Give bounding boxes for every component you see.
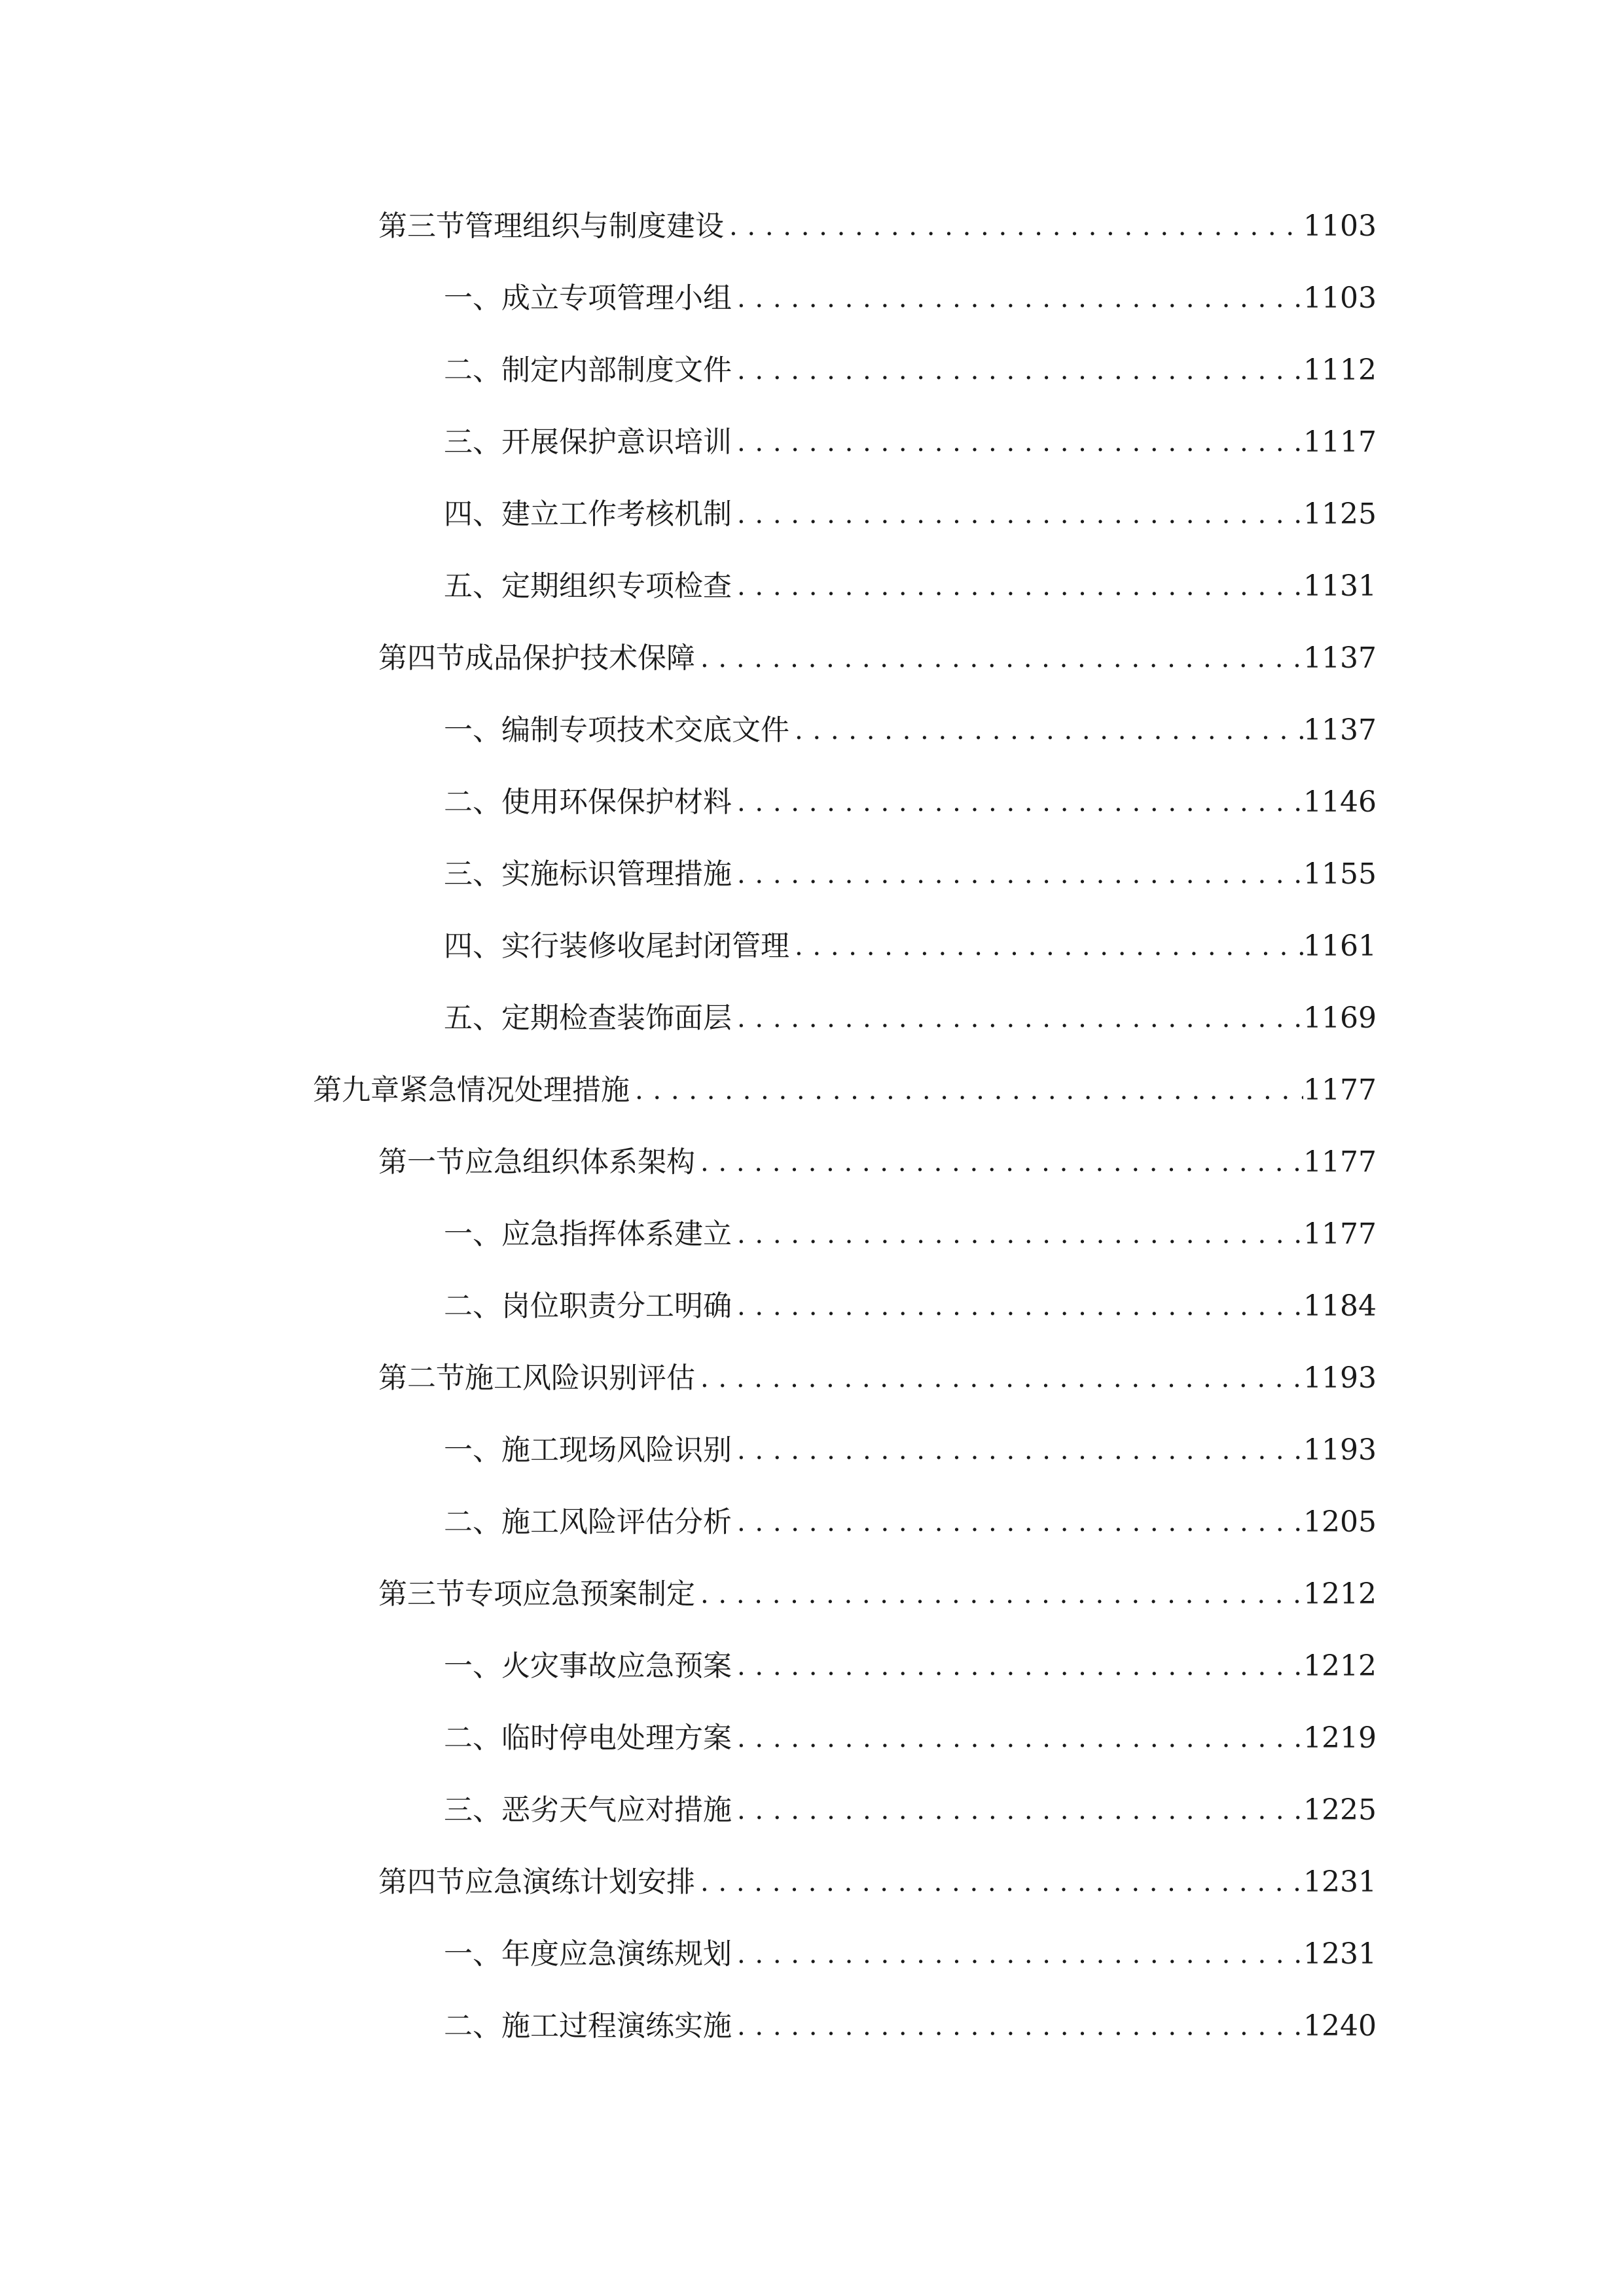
toc-entry-page-number: 1161 — [1303, 929, 1377, 963]
toc-entry-page-number: 1212 — [1303, 1577, 1377, 1611]
toc-entry-number: 一、 — [444, 1937, 501, 1971]
toc-entry-number: 第四节 — [378, 641, 465, 675]
toc-entry-number: 二、 — [444, 2009, 501, 2043]
toc-entry-page-number: 1112 — [1303, 353, 1377, 387]
toc-entry-number: 第三节 — [378, 209, 465, 243]
toc-entry-page-number: 1231 — [1303, 1865, 1377, 1899]
toc-entry-number: 四、 — [444, 497, 501, 531]
toc-entry-page-number: 1117 — [1303, 425, 1377, 459]
toc-entry-page-number: 1177 — [1303, 1073, 1377, 1107]
toc-entry-item[interactable] — [444, 1215, 1377, 1254]
dot-leader — [737, 1791, 1303, 1830]
toc-entry-page-number: 1240 — [1303, 2009, 1377, 2043]
toc-entry-number: 二、 — [444, 785, 501, 819]
dot-leader — [700, 1863, 1303, 1902]
toc-entry-item[interactable] — [444, 1431, 1377, 1470]
toc-entry-title: 施工过程演练实施 — [501, 2009, 732, 2043]
toc-entry-title: 成立专项管理小组 — [501, 281, 732, 315]
toc-entry-title: 管理组织与制度建设 — [465, 209, 724, 243]
toc-entry-title: 定期组织专项检查 — [501, 569, 732, 603]
toc-entry-section[interactable] — [378, 1359, 1377, 1398]
toc-entry-section[interactable] — [378, 1863, 1377, 1902]
toc-entry-number: 三、 — [444, 425, 501, 459]
toc-entry-item[interactable] — [444, 2007, 1377, 2046]
toc-entry-title: 专项应急预案制定 — [465, 1577, 695, 1611]
toc-entry-title: 建立工作考核机制 — [501, 497, 732, 531]
toc-entry-title: 制定内部制度文件 — [501, 353, 732, 387]
toc-entry-number: 一、 — [444, 1217, 501, 1251]
toc-entry-title: 年度应急演练规划 — [501, 1937, 732, 1971]
dot-leader — [737, 855, 1303, 894]
toc-entry-chapter[interactable] — [313, 1071, 1377, 1110]
dot-leader — [737, 1287, 1303, 1326]
toc-entry-title: 实施标识管理措施 — [501, 857, 732, 891]
dot-leader — [729, 207, 1303, 246]
toc-entry-page-number: 1146 — [1303, 785, 1377, 819]
toc-entry-number: 二、 — [444, 1505, 501, 1539]
toc-entry-page-number: 1193 — [1303, 1361, 1377, 1395]
toc-entry-item[interactable] — [444, 495, 1377, 534]
dot-leader — [635, 1071, 1303, 1110]
toc-entry-number: 第九章 — [313, 1073, 399, 1107]
dot-leader — [737, 1647, 1303, 1686]
toc-entry-page-number: 1212 — [1303, 1649, 1377, 1683]
toc-entry-number: 二、 — [444, 1721, 501, 1755]
toc-entry-item[interactable] — [444, 279, 1377, 318]
toc-entry-number: 第二节 — [378, 1361, 465, 1395]
toc-entry-item[interactable] — [444, 855, 1377, 894]
toc-entry-page-number: 1169 — [1303, 1001, 1377, 1035]
toc-entry-title: 应急组织体系架构 — [465, 1145, 695, 1179]
dot-leader — [737, 783, 1303, 822]
toc-entry-number: 四、 — [444, 929, 501, 963]
dot-leader — [700, 639, 1303, 678]
toc-entry-number: 五、 — [444, 569, 501, 603]
toc-entry-item[interactable] — [444, 351, 1377, 390]
dot-leader — [737, 423, 1303, 462]
dot-leader — [700, 1143, 1303, 1182]
dot-leader — [737, 2007, 1303, 2046]
toc-entry-number: 第一节 — [378, 1145, 465, 1179]
toc-entry-page-number: 1125 — [1303, 497, 1377, 531]
dot-leader — [737, 1503, 1303, 1542]
toc-entry-title: 临时停电处理方案 — [501, 1721, 732, 1755]
toc-entry-title: 岗位职责分工明确 — [501, 1289, 732, 1323]
toc-entry-title: 火灾事故应急预案 — [501, 1649, 732, 1683]
toc-entry-page-number: 1225 — [1303, 1793, 1377, 1827]
toc-entry-page-number: 1205 — [1303, 1505, 1377, 1539]
toc-entry-page-number: 1103 — [1303, 281, 1377, 315]
toc-entry-number: 一、 — [444, 713, 501, 747]
toc-entry-item[interactable] — [444, 1791, 1377, 1830]
toc-entry-number: 第四节 — [378, 1865, 465, 1899]
toc-entry-number: 一、 — [444, 1649, 501, 1683]
toc-entry-title: 恶劣天气应对措施 — [501, 1793, 732, 1827]
toc-entry-page-number: 1155 — [1303, 857, 1377, 891]
dot-leader — [737, 495, 1303, 534]
toc-entry-page-number: 1177 — [1303, 1145, 1377, 1179]
toc-entry-page-number: 1131 — [1303, 569, 1377, 603]
toc-entry-number: 二、 — [444, 1289, 501, 1323]
toc-entry-number: 三、 — [444, 1793, 501, 1827]
toc-entry-number: 五、 — [444, 1001, 501, 1035]
dot-leader — [737, 999, 1303, 1038]
toc-entry-page-number: 1103 — [1303, 209, 1377, 243]
dot-leader — [795, 711, 1303, 750]
dot-leader — [737, 1215, 1303, 1254]
toc-entry-item[interactable] — [444, 567, 1377, 606]
toc-entry-number: 二、 — [444, 353, 501, 387]
toc-entry-item[interactable] — [444, 423, 1377, 462]
toc-entry-title: 紧急情况处理措施 — [399, 1073, 630, 1107]
toc-entry-item[interactable] — [444, 1719, 1377, 1758]
toc-entry-item[interactable] — [444, 1503, 1377, 1542]
toc-entry-section[interactable] — [378, 1143, 1377, 1182]
toc-entry-title: 应急演练计划安排 — [465, 1865, 695, 1899]
toc-entry-page-number: 1177 — [1303, 1217, 1377, 1251]
toc-entry-item[interactable] — [444, 1935, 1377, 1974]
dot-leader — [737, 1431, 1303, 1470]
toc-entry-number: 一、 — [444, 1433, 501, 1467]
toc-entry-page-number: 1231 — [1303, 1937, 1377, 1971]
toc-entry-section[interactable] — [378, 639, 1377, 678]
toc-entry-title: 开展保护意识培训 — [501, 425, 732, 459]
toc-entry-item[interactable] — [444, 1287, 1377, 1326]
toc-entry-title: 成品保护技术保障 — [465, 641, 695, 675]
toc-entry-section[interactable] — [378, 1575, 1377, 1614]
toc-entry-number: 第三节 — [378, 1577, 465, 1611]
dot-leader — [737, 1935, 1303, 1974]
toc-entry-number: 一、 — [444, 281, 501, 315]
toc-entry-page-number: 1193 — [1303, 1433, 1377, 1467]
toc-entry-title: 使用环保保护材料 — [501, 785, 732, 819]
toc-entry-number: 三、 — [444, 857, 501, 891]
toc-entry-item[interactable] — [444, 927, 1377, 966]
toc-entry-title: 编制专项技术交底文件 — [501, 713, 789, 747]
dot-leader — [737, 1719, 1303, 1758]
toc-entry-title: 实行装修收尾封闭管理 — [501, 929, 789, 963]
toc-entry-section[interactable] — [378, 207, 1377, 246]
toc-entry-page-number: 1137 — [1303, 713, 1377, 747]
dot-leader — [700, 1575, 1303, 1614]
toc-entry-page-number: 1184 — [1303, 1289, 1377, 1323]
dot-leader — [737, 567, 1303, 606]
toc-entry-item[interactable] — [444, 999, 1377, 1038]
toc-entry-page-number: 1137 — [1303, 641, 1377, 675]
toc-entry-title: 应急指挥体系建立 — [501, 1217, 732, 1251]
toc-entry-title: 定期检查装饰面层 — [501, 1001, 732, 1035]
toc-entry-title: 施工风险评估分析 — [501, 1505, 732, 1539]
dot-leader — [795, 927, 1303, 966]
toc-entry-title: 施工现场风险识别 — [501, 1433, 732, 1467]
toc-entry-item[interactable] — [444, 711, 1377, 750]
toc-entry-item[interactable] — [444, 783, 1377, 822]
dot-leader — [737, 351, 1303, 390]
toc-entry-title: 施工风险识别评估 — [465, 1361, 695, 1395]
dot-leader — [700, 1359, 1303, 1398]
dot-leader — [737, 279, 1303, 318]
toc-entry-item[interactable] — [444, 1647, 1377, 1686]
toc-entry-page-number: 1219 — [1303, 1721, 1377, 1755]
